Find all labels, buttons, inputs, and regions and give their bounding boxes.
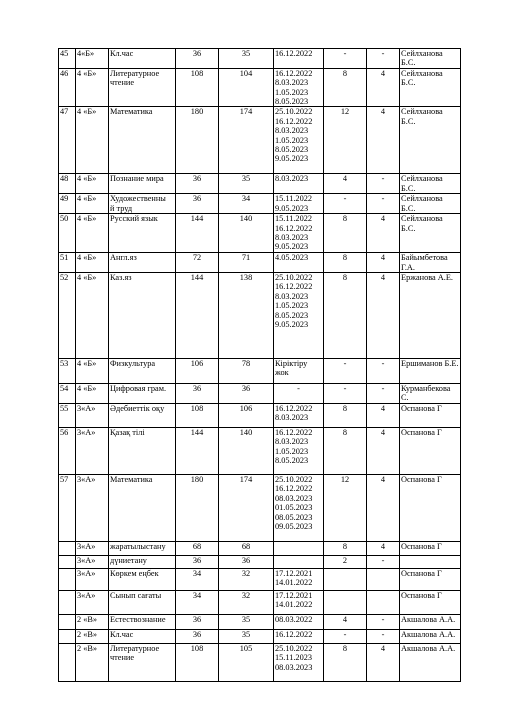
cell-num	[59, 614, 76, 629]
cell-col8: 4	[367, 427, 400, 474]
cell-teacher: Оспанова Г	[400, 568, 461, 590]
cell-grade: 3«А»	[76, 427, 109, 474]
cell-fact: 140	[219, 427, 274, 474]
cell-fact: 36	[219, 384, 274, 404]
cell-teacher: Оспанова Г	[400, 403, 461, 427]
cell-plan: 108	[176, 403, 219, 427]
cell-subject: Цифровая грам.	[109, 384, 176, 404]
cell-dates: 25.10.2022 16.12.2022 8.03.2023 1.05.2023 8.05.2023 9.05.2023	[274, 107, 324, 174]
cell-col7	[324, 568, 367, 590]
cell-dates: 08.03.2022	[274, 614, 324, 629]
cell-teacher: Оспанова Г	[400, 474, 461, 541]
cell-subject: Каз.яз	[109, 273, 176, 359]
cell-col8: 4	[367, 273, 400, 359]
cell-dates: 17.12.2021 14.01.2022	[274, 568, 324, 590]
cell-grade: 4 «Б»	[76, 253, 109, 273]
cell-dates: 17.12.2021 14.01.2022	[274, 590, 324, 614]
cell-plan: 34	[176, 568, 219, 590]
cell-teacher: Сейлханова Б.С.	[400, 49, 461, 69]
cell-col8: 4	[367, 107, 400, 174]
cell-subject: Естествознание	[109, 614, 176, 629]
cell-teacher: Курманбекова С.	[400, 384, 461, 404]
cell-fact: 68	[219, 541, 274, 555]
cell-col8: -	[367, 629, 400, 643]
cell-subject: Қазақ тілі	[109, 427, 176, 474]
table-row	[59, 403, 461, 427]
cell-teacher: Ержанова А.Е.	[400, 273, 461, 359]
cell-subject: Математика	[109, 107, 176, 174]
cell-subject: Физкультура	[109, 359, 176, 384]
cell-col7: 12	[324, 474, 367, 541]
cell-col8: 4	[367, 68, 400, 107]
cell-num: 55	[59, 403, 76, 427]
cell-dates: 25.10.2022 16.12.2022 08.03.2023 01.05.2023 08.05.2023 09.05.2023	[274, 474, 324, 541]
cell-col7: -	[324, 629, 367, 643]
report-table	[58, 48, 461, 682]
cell-dates: -	[274, 384, 324, 404]
cell-fact: 32	[219, 568, 274, 590]
cell-grade: 3«А»	[76, 555, 109, 568]
cell-num: 51	[59, 253, 76, 273]
cell-teacher: Оспанова Г	[400, 427, 461, 474]
cell-col8: -	[367, 555, 400, 568]
cell-fact: 106	[219, 403, 274, 427]
cell-grade: 3«А»	[76, 474, 109, 541]
cell-teacher: Оспанова Г	[400, 541, 461, 555]
cell-num: 56	[59, 427, 76, 474]
cell-teacher: Акшалова А.А.	[400, 643, 461, 681]
cell-subject: дүниетану	[109, 555, 176, 568]
cell-dates: Кірiктiру жок	[274, 359, 324, 384]
cell-plan: 108	[176, 68, 219, 107]
table-row	[59, 359, 461, 384]
cell-col7: 8	[324, 643, 367, 681]
cell-subject: Англ.яз	[109, 253, 176, 273]
cell-plan: 36	[176, 174, 219, 194]
cell-fact: 35	[219, 49, 274, 69]
cell-subject: Сынып сағаты	[109, 590, 176, 614]
cell-fact: 71	[219, 253, 274, 273]
cell-col7: 8	[324, 68, 367, 107]
cell-col8: 4	[367, 643, 400, 681]
table-row	[59, 174, 461, 194]
cell-col7: 4	[324, 174, 367, 194]
cell-col8: 4	[367, 214, 400, 253]
cell-col7: -	[324, 49, 367, 69]
table-body	[59, 49, 461, 682]
cell-plan: 36	[176, 194, 219, 214]
cell-grade: 4 «Б»	[76, 359, 109, 384]
cell-teacher: Сейлханова Б.С.	[400, 194, 461, 214]
cell-plan: 34	[176, 590, 219, 614]
cell-grade: 4 «Б»	[76, 174, 109, 194]
cell-num: 54	[59, 384, 76, 404]
cell-subject: Литературное чтение	[109, 643, 176, 681]
cell-num	[59, 590, 76, 614]
cell-fact: 32	[219, 590, 274, 614]
cell-dates: 16.12.2022 8.03.2023 1.05.2023 8.05.2023	[274, 427, 324, 474]
cell-num: 52	[59, 273, 76, 359]
cell-col7: 8	[324, 541, 367, 555]
cell-teacher: Сейлханова Б.С.	[400, 107, 461, 174]
cell-grade: 3«А»	[76, 590, 109, 614]
table-row	[59, 614, 461, 629]
cell-subject: жаратылыстану	[109, 541, 176, 555]
cell-col7: 8	[324, 214, 367, 253]
cell-col7: 12	[324, 107, 367, 174]
cell-grade: 4 «Б»	[76, 194, 109, 214]
cell-grade: 2 «В»	[76, 629, 109, 643]
cell-dates: 25.10.2022 16.12.2022 8.03.2023 1.05.2023 8.05.2023 9.05.2023	[274, 273, 324, 359]
cell-plan: 36	[176, 614, 219, 629]
cell-dates	[274, 541, 324, 555]
cell-col8: -	[367, 194, 400, 214]
cell-num	[59, 643, 76, 681]
cell-col7: 8	[324, 427, 367, 474]
cell-col8: -	[367, 49, 400, 69]
cell-dates: 8.03.2023	[274, 174, 324, 194]
cell-subject: Әдебиеттік оқу	[109, 403, 176, 427]
cell-grade: 4 «Б»	[76, 68, 109, 107]
table-row	[59, 194, 461, 214]
cell-fact: 138	[219, 273, 274, 359]
table-row	[59, 214, 461, 253]
cell-fact: 104	[219, 68, 274, 107]
cell-plan: 144	[176, 427, 219, 474]
cell-dates: 4.05.2023	[274, 253, 324, 273]
cell-num	[59, 568, 76, 590]
cell-subject: Познание мира	[109, 174, 176, 194]
table-row	[59, 474, 461, 541]
cell-num: 50	[59, 214, 76, 253]
cell-col7: 8	[324, 403, 367, 427]
cell-fact: 35	[219, 629, 274, 643]
cell-plan: 36	[176, 555, 219, 568]
cell-plan: 108	[176, 643, 219, 681]
cell-col7	[324, 590, 367, 614]
cell-subject: Художественны й труд	[109, 194, 176, 214]
cell-teacher: Акшалова А.А.	[400, 614, 461, 629]
cell-teacher: Акшалова А.А.	[400, 629, 461, 643]
cell-col7: -	[324, 194, 367, 214]
cell-plan: 144	[176, 214, 219, 253]
cell-fact: 78	[219, 359, 274, 384]
table-row	[59, 643, 461, 681]
cell-num	[59, 555, 76, 568]
cell-dates: 16.12.2022 8.03.2023	[274, 403, 324, 427]
cell-fact: 35	[219, 174, 274, 194]
cell-col7: 8	[324, 253, 367, 273]
table-row	[59, 590, 461, 614]
table-row	[59, 273, 461, 359]
cell-dates: 16.12.2022	[274, 49, 324, 69]
cell-grade: 2 «В»	[76, 614, 109, 629]
cell-col8	[367, 568, 400, 590]
cell-col7: -	[324, 359, 367, 384]
table-row	[59, 49, 461, 69]
cell-fact: 36	[219, 555, 274, 568]
table-row	[59, 68, 461, 107]
cell-col8	[367, 590, 400, 614]
cell-num: 45	[59, 49, 76, 69]
cell-col7: -	[324, 384, 367, 404]
cell-col8: 4	[367, 474, 400, 541]
cell-num: 47	[59, 107, 76, 174]
cell-subject: Кл.час	[109, 629, 176, 643]
cell-num: 53	[59, 359, 76, 384]
cell-grade: 3«А»	[76, 541, 109, 555]
cell-num: 57	[59, 474, 76, 541]
cell-subject: Русский язык	[109, 214, 176, 253]
cell-grade: 4 «Б»	[76, 384, 109, 404]
cell-grade: 3«А»	[76, 403, 109, 427]
cell-subject: Литературное чтение	[109, 68, 176, 107]
cell-teacher: Сейлханова Б.С.	[400, 68, 461, 107]
cell-num: 46	[59, 68, 76, 107]
cell-num: 49	[59, 194, 76, 214]
cell-dates: 15.11.2022 16.12.2022 8.03.2023 9.05.2023	[274, 214, 324, 253]
cell-dates: 15.11.2022 9.05.2023	[274, 194, 324, 214]
cell-col7: 8	[324, 273, 367, 359]
cell-teacher	[400, 555, 461, 568]
cell-teacher: Ершиманов Б.Е.	[400, 359, 461, 384]
cell-grade: 2 «В»	[76, 643, 109, 681]
table-row	[59, 427, 461, 474]
cell-plan: 180	[176, 107, 219, 174]
cell-plan: 180	[176, 474, 219, 541]
cell-col8: -	[367, 614, 400, 629]
table-row	[59, 568, 461, 590]
cell-num	[59, 629, 76, 643]
cell-num	[59, 541, 76, 555]
cell-teacher: Байымбетова Г.А.	[400, 253, 461, 273]
table-row	[59, 107, 461, 174]
cell-plan: 36	[176, 384, 219, 404]
cell-subject: Көркем еңбек	[109, 568, 176, 590]
cell-dates	[274, 555, 324, 568]
table-row	[59, 541, 461, 555]
cell-grade: 4 «Б»	[76, 107, 109, 174]
cell-fact: 174	[219, 107, 274, 174]
cell-fact: 105	[219, 643, 274, 681]
cell-subject: Кл.час	[109, 49, 176, 69]
table-row	[59, 384, 461, 404]
cell-col8: 4	[367, 253, 400, 273]
cell-subject: Математика	[109, 474, 176, 541]
cell-grade: 3«А»	[76, 568, 109, 590]
cell-plan: 106	[176, 359, 219, 384]
cell-col7: 2	[324, 555, 367, 568]
cell-num: 48	[59, 174, 76, 194]
cell-col7: 4	[324, 614, 367, 629]
cell-grade: 4«Б»	[76, 49, 109, 69]
cell-teacher: Оспанова Г	[400, 590, 461, 614]
cell-dates: 16.12.2022 8.03.2023 1.05.2023 8.05.2023	[274, 68, 324, 107]
cell-teacher: Сейлханова Б.С.	[400, 214, 461, 253]
cell-dates: 16.12.2022	[274, 629, 324, 643]
cell-col8: -	[367, 384, 400, 404]
cell-dates: 25.10.2022 15.11.2023 08.03.2023	[274, 643, 324, 681]
cell-grade: 4 «Б»	[76, 214, 109, 253]
cell-col8: -	[367, 174, 400, 194]
cell-col8: 4	[367, 403, 400, 427]
cell-col8: -	[367, 359, 400, 384]
table-row	[59, 555, 461, 568]
table-row	[59, 629, 461, 643]
cell-fact: 34	[219, 194, 274, 214]
cell-plan: 36	[176, 49, 219, 69]
cell-teacher: Сейлханова Б.С.	[400, 174, 461, 194]
cell-fact: 140	[219, 214, 274, 253]
table-row	[59, 253, 461, 273]
cell-plan: 68	[176, 541, 219, 555]
cell-plan: 72	[176, 253, 219, 273]
cell-plan: 144	[176, 273, 219, 359]
cell-fact: 35	[219, 614, 274, 629]
cell-plan: 36	[176, 629, 219, 643]
cell-fact: 174	[219, 474, 274, 541]
cell-grade: 4 «Б»	[76, 273, 109, 359]
cell-col8: 4	[367, 541, 400, 555]
